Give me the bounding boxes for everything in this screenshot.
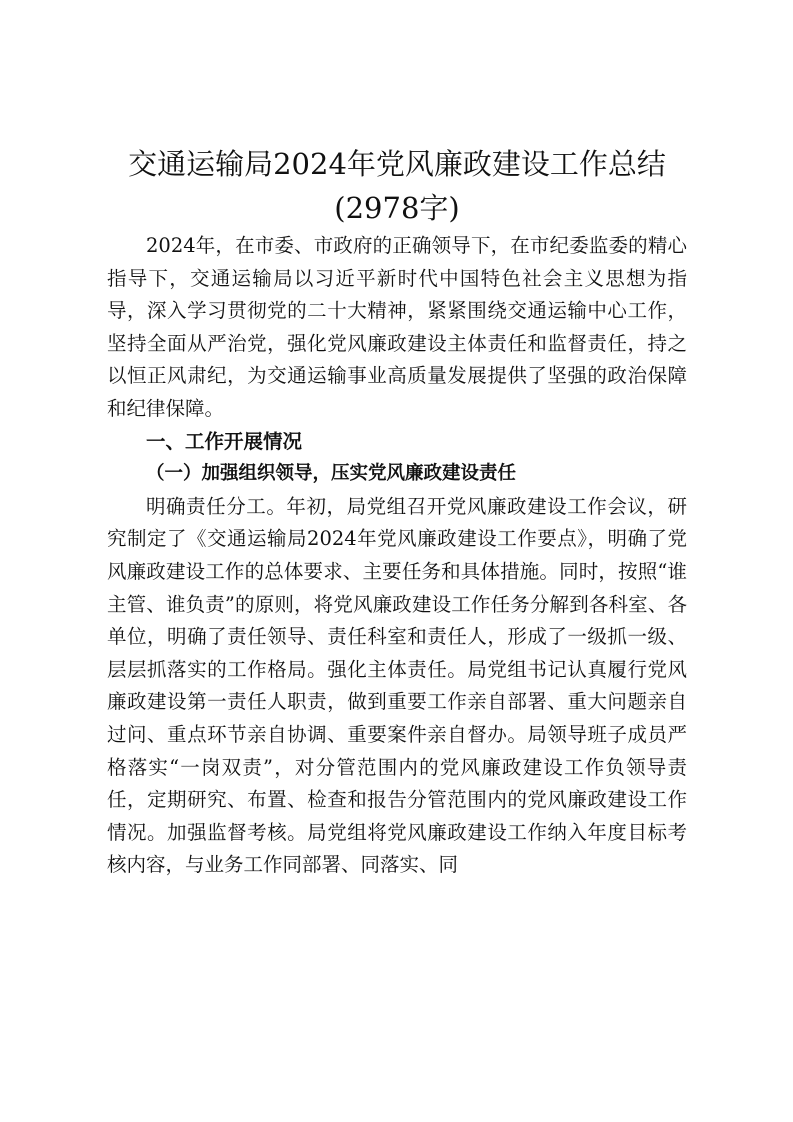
document-title [107,142,687,230]
document-body [107,142,687,882]
title-word-count: (2978字) [334,191,460,225]
title-main: 交通运输局2024年党风廉政建设工作总结 [128,147,666,181]
section-heading: 一、工作开展情况 [146,429,303,453]
body-paragraph: 明确责任分工。年初，局党组召开党风廉政建设工作会议，研究制定了《交通运输局2024年党风廉政建设工作要点》，明确了党风廉政建设工作的总体要求、主要任务和具体措施。同时，按照“谁主管、谁负责”的原则，将党风廉政建设工作任务分解到各科室、各单位，明确了责任领导、责任科室和责任人，形成了一级抓一级、层层抓落实的工作格局。强化主体责任。局党组书记认真履行党风廉政建设第一责任人职责，做到重要工作亲自部署、重大问题亲自过问、重点环节亲自协调、重要案件亲自督办。局领导班子成员严格落实“一岗双责”，对分管范围内的党风廉政建设工作负领导责任，定期研究、布置、检查和报告分管范围内的党风廉政建设工作情况。加强监督考核。局党组将党风廉政建设工作纳入年度目标考核内容，与业务工作同部署、同落实、同 [107,494,687,877]
intro-paragraph: 2024年，在市委、市政府的正确领导下，在市纪委监委的精心指导下，交通运输局以习近平新时代中国特色社会主义思想为指导，深入学习贯彻党的二十大精神，紧紧围绕交通运输中心工作，坚持全面从严治党，强化党风廉政建设主体责任和监督责任，持之以恒正风肃纪，为交通运输事业高质量发展提供了坚强的政治保障和纪律保障。 [107,234,687,420]
subsection-heading: （一）加强组织领导，压实党风廉政建设责任 [146,463,517,485]
